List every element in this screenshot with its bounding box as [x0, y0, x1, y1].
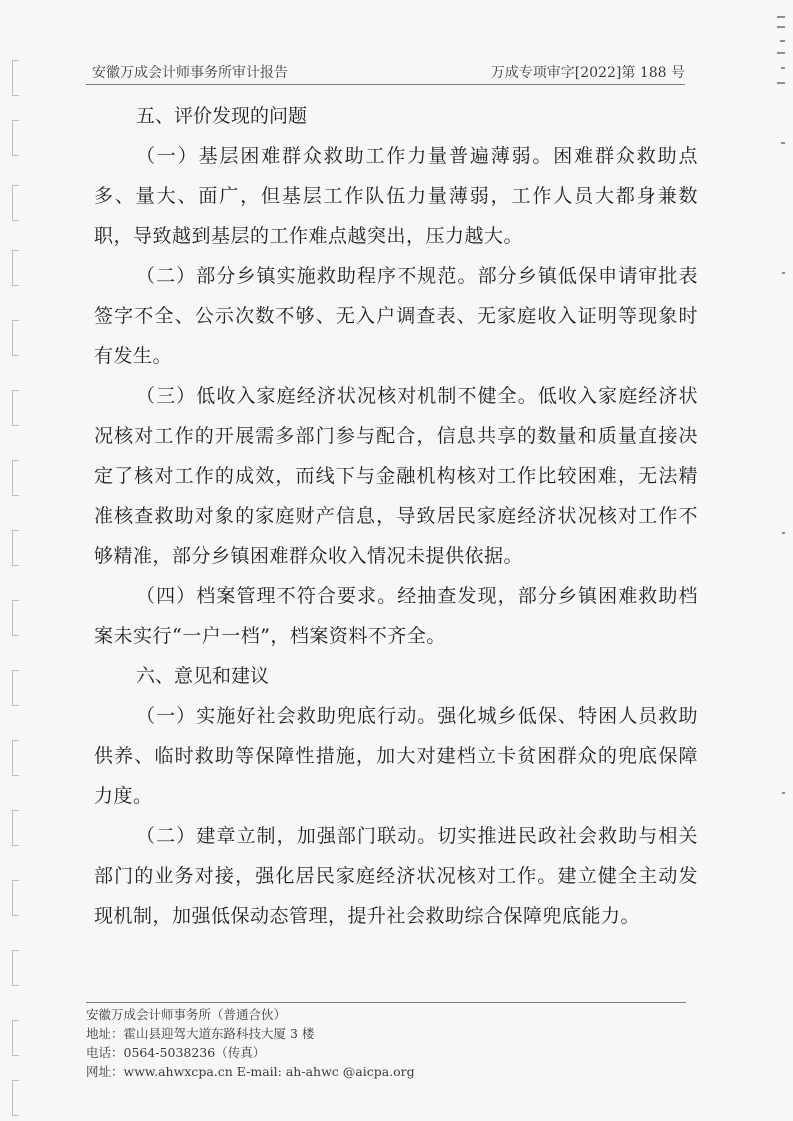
page-footer	[86, 1005, 415, 1081]
section-heading-suggestions: 六、意见和建议	[136, 665, 270, 687]
paragraph-problem-1: （一）基层困难群众救助工作力量普遍薄弱。困难群众救助点多、量大、面广，但基层工作队伍力量薄弱，工作人员大都身兼数职，导致越到基层的工作难点越突出，压力越大。	[94, 145, 698, 247]
footer-address: 地址：霍山县迎驾大道东路科技大厦 3 楼	[86, 1026, 315, 1041]
header-doc-number: 万成专项审字[2022]第 188 号	[490, 65, 685, 81]
right-edge-marks	[771, 12, 785, 1112]
section-heading-problems: 五、评价发现的问题	[136, 105, 308, 127]
header-firm-title: 安徽万成会计师事务所审计报告	[92, 65, 288, 81]
paragraph-problem-4: （四）档案管理不符合要求。经抽查发现，部分乡镇困难救助档案未实行“一户一档”，档案资料不齐全。	[94, 585, 698, 647]
paragraph-suggestion-2: （二）建章立制，加强部门联动。切实推进民政社会救助与相关部门的业务对接，强化居民家庭经济状况核对工作。建立健全主动发现机制，加强低保动态管理，提升社会救助综合保障兜底能力。	[94, 825, 698, 927]
footer-web-email: 网址：www.ahwxcpa.cn E-mail: ah-ahwc @aicpa.org	[86, 1064, 415, 1079]
footer-divider	[86, 1002, 686, 1003]
paragraph-problem-2: （二）部分乡镇实施救助程序不规范。部分乡镇低保申请审批表签字不全、公示次数不够、无入户调查表、无家庭收入证明等现象时有发生。	[94, 265, 698, 367]
binding-margin-marks	[8, 20, 26, 1110]
paragraph-problem-3: （三）低收入家庭经济状况核对机制不健全。低收入家庭经济状况核对工作的开展需多部门参与配合，信息共享的数量和质量直接决定了核对工作的成效，而线下与金融机构核对工作比较困难，无法精准核查救助对象的家庭财产信息，导致居民家庭经济状况核对工作不够精准，部分乡镇困难群众收入情况未提供依据。	[94, 385, 698, 567]
footer-firm-name: 安徽万成会计师事务所（普通合伙）	[86, 1007, 287, 1022]
report-body	[94, 96, 698, 936]
footer-phone: 电话：0564-5038236（传真）	[86, 1045, 266, 1060]
paragraph-suggestion-1: （一）实施好社会救助兜底行动。强化城乡低保、特困人员救助供养、临时救助等保障性措施，加大对建档立卡贫困群众的兜底保障力度。	[94, 705, 698, 807]
page-header	[86, 60, 685, 85]
